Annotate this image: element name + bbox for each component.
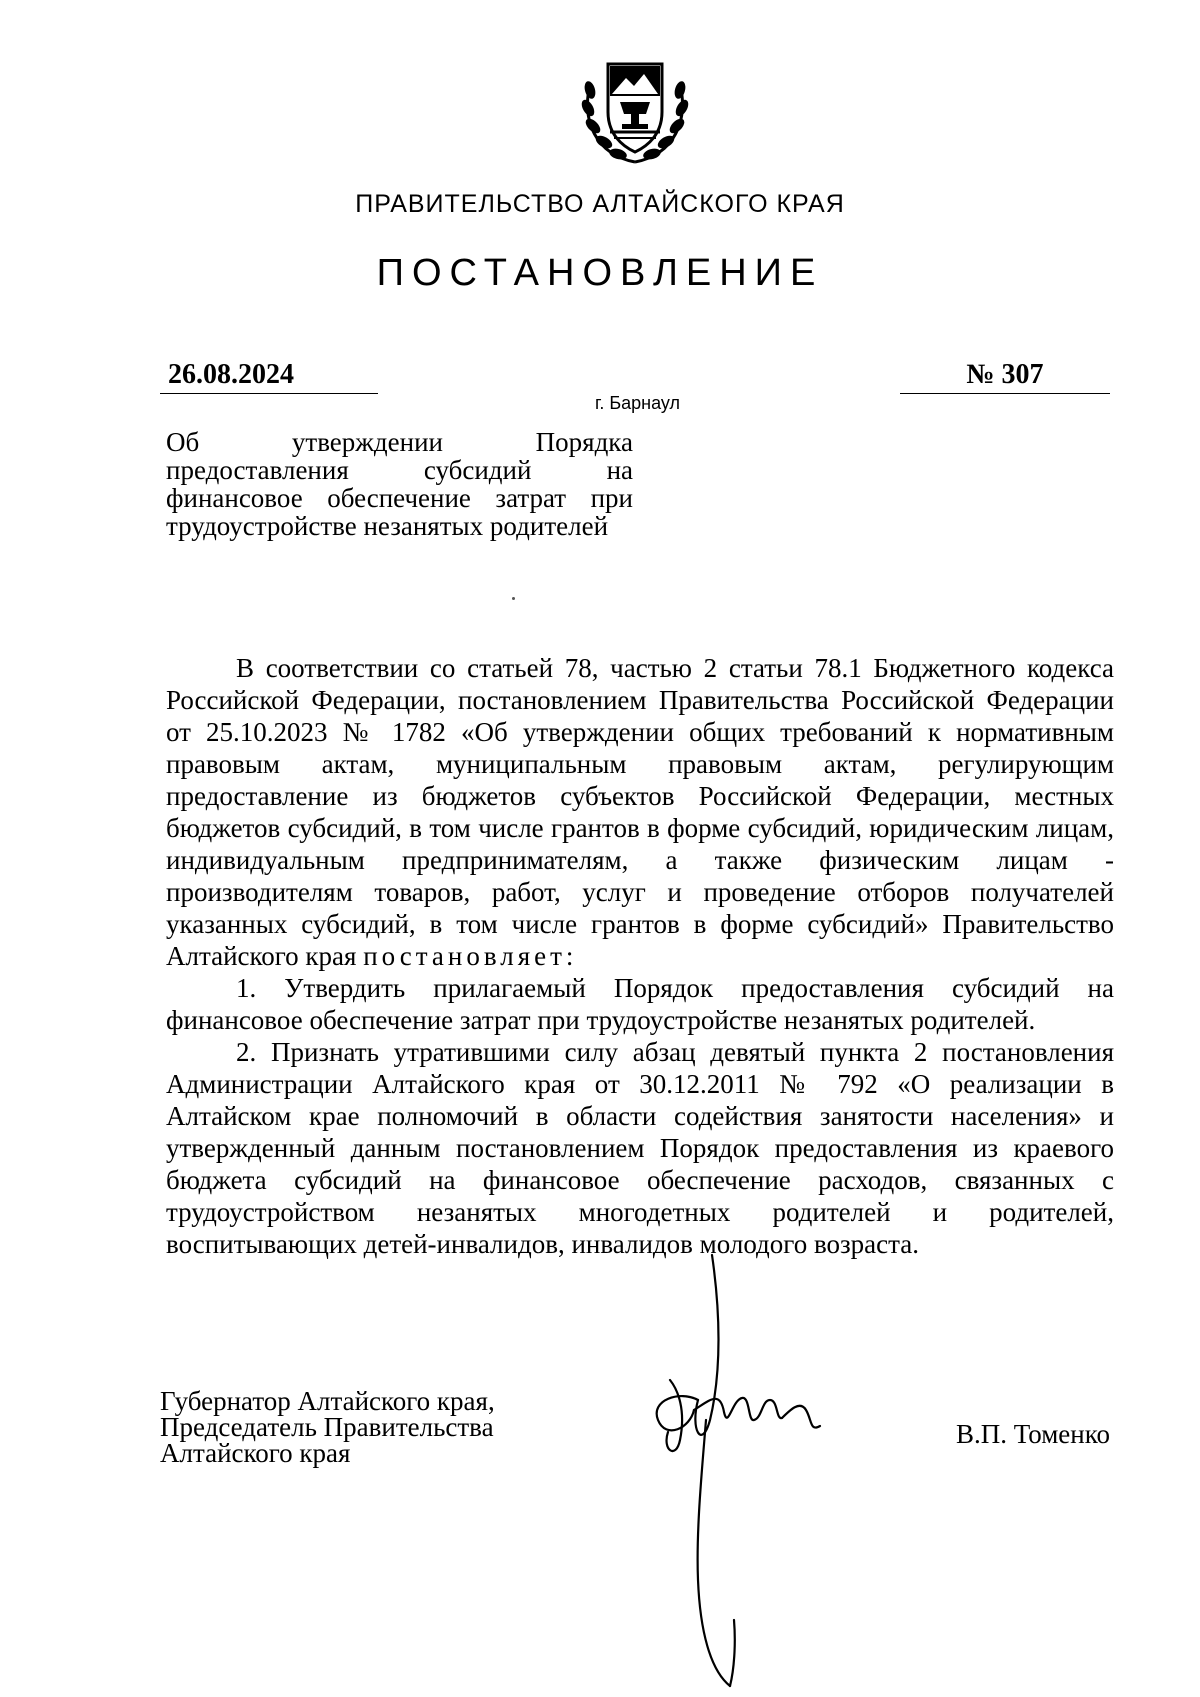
- signer-name: В.П. Томенко: [956, 1419, 1110, 1449]
- signer-position-line-1: Губернатор Алтайского края,: [160, 1386, 495, 1416]
- preamble-paragraph: [166, 652, 1114, 972]
- document-city: г. Барнаул: [594, 393, 681, 413]
- document-number: № 307: [900, 357, 1110, 394]
- document-type-heading: ПОСТАНОВЛЕНИЕ: [376, 252, 824, 294]
- document-body: [166, 652, 1114, 1260]
- signer-position-line-2: Председатель Правительства: [160, 1412, 494, 1442]
- item-2-paragraph: 2. Признать утратившими силу абзац девятый пункта 2 постановления Администрации Алтайского края от 30.12.2011 № 792 «О реализации в Алтайском крае полномочий в области содействия занятости населения» и утвержденный данным постановлением Порядок предоставления из краевого бюджета субсидий на финансовое обеспечение расходов, связанных с трудоустройством незанятых многодетных родителей и родителей, воспитывающих детей-инвалидов, инвалидов молодого возраста.: [166, 1037, 1114, 1259]
- coat-of-arms-icon: [576, 50, 694, 168]
- document-date: 26.08.2024: [160, 357, 378, 394]
- organization-title: ПРАВИТЕЛЬСТВО АЛТАЙСКОГО КРАЯ: [355, 190, 845, 218]
- signer-position-line-3: Алтайского края: [160, 1438, 351, 1468]
- document-subject: Об утверждении Порядка предоставления субсидий на финансовое обеспечение затрат при трудоустройстве незанятых родителей: [166, 427, 633, 541]
- preamble-text: В соответствии со статьей 78, частью 2 статьи 78.1 Бюджетного кодекса Российской Федерации, постановлением Правительства Российской Федерации от 25.10.2023 № 1782 «Об утверждении общих требований к нормативным правовым актам, муниципальным правовым актам, регулирующим предоставление из бюджетов субъектов Российской Федерации, местных бюджетов субсидий, в том числе грантов в форме субсидий, юридическим лицам, индивидуальным предпринимателям, а также физическим лицам - производителям товаров, работ, услуг и проведение отборов получателей указанных субсидий, в том числе грантов в форме субсидий» Правительство Алтайского края: [166, 653, 1114, 971]
- decree-word: постановляет:: [363, 941, 578, 971]
- item-1-paragraph: 1. Утвердить прилагаемый Порядок предоставления субсидий на финансовое обеспечение затрат при трудоустройстве незанятых родителей.: [166, 973, 1114, 1035]
- signer-position: [160, 1388, 580, 1466]
- handwritten-signature-icon: [650, 1250, 840, 1690]
- scan-speck: [512, 597, 515, 600]
